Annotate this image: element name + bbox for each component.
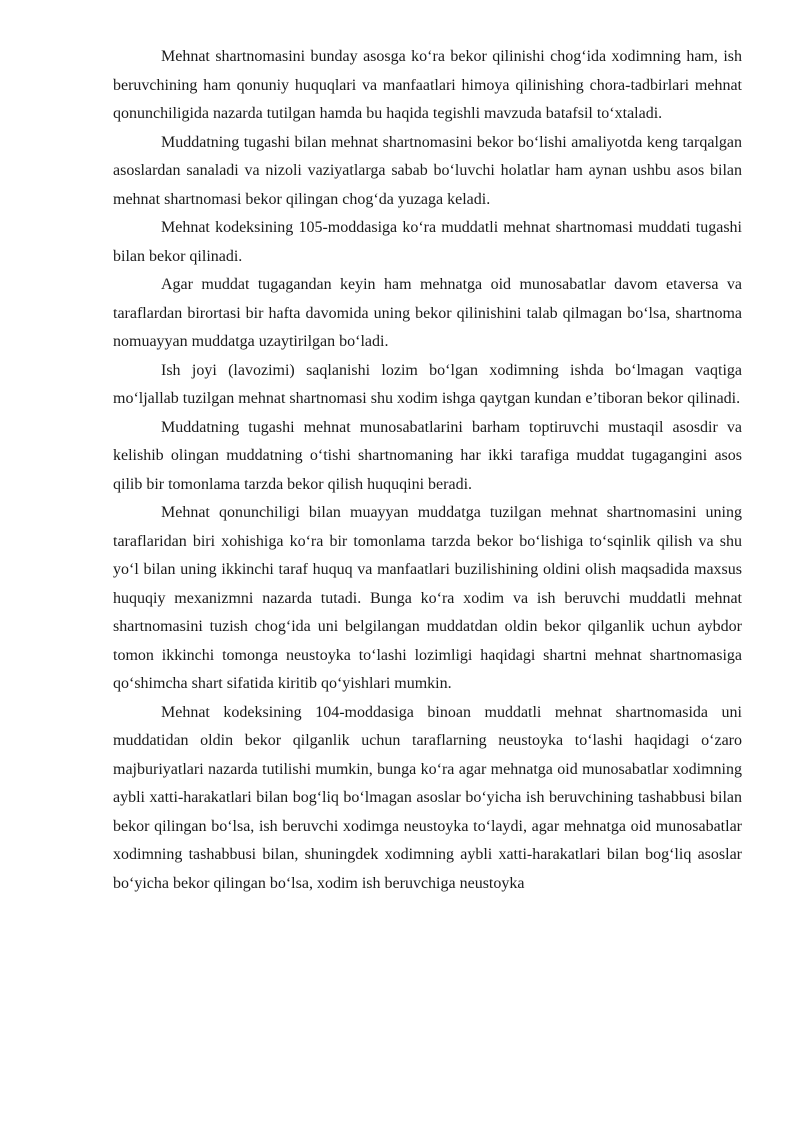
paragraph-3: Mehnat kodeksining 105-moddasiga ko‘ra muddatli mehnat shartnomasi muddati tugashi bilan bekor qilinadi. <box>113 219 742 265</box>
paragraph-7: Mehnat qonunchiligi bilan muayyan muddatga tuzilgan mehnat shartnomasini uning taraflaridan biri xohishiga ko‘ra bir tomonlama tarzda bekor bo‘lishiga to‘sqinlik qilish va shu yo‘l bilan uning ikkinchi taraf huquq va manfaatlari buzilishining oldini olish maqsadida maxsus huquqiy mexanizmni nazarda tutadi. Bunga ko‘ra xodim va ish beruvchi muddatli mehnat shartnomasini tuzish chog‘ida uni belgilangan muddatdan oldin bekor qilganlik uchun aybdor tomon ikkinchi tomonga neustoyka to‘lashi lozimligi haqidagi shartni mehnat shartnomasiga qo‘shimcha shart sifatida kiritib qo‘yishlari mumkin. <box>113 504 742 692</box>
paragraph-5: Ish joyi (lavozimi) saqlanishi lozim bo‘lgan xodimning ishda bo‘lmagan vaqtiga mo‘ljallab tuzilgan mehnat shartnomasi shu xodim ishga qaytgan kundan e’tiboran bekor qilinadi. <box>113 361 742 407</box>
paragraph-4: Agar muddat tugagandan keyin ham mehnatga oid munosabatlar davom etaversa va taraflardan birortasi bir hafta davomida uning bekor qilinishini talab qilmagan bo‘lsa, shartnoma nomuayyan muddatga uzaytirilgan bo‘ladi. <box>113 276 742 350</box>
paragraph-8: Mehnat kodeksining 104-moddasiga binoan muddatli mehnat shartnomasida uni muddatidan oldin bekor qilganlik uchun taraflarning neustoyka to‘lashi haqidagi o‘zaro majburiyatlari nazarda tutilishi mumkin, bunga ko‘ra agar mehnatga oid munosabatlar xodimning aybli xatti-harakatlari bilan bog‘liq bo‘lmagan asoslar bo‘yicha ish beruvchining tashabbusi bilan bekor qilingan bo‘lsa, ish beruvchi xodimga neustoyka to‘laydi, agar mehnatga oid munosabatlar xodimning tashabbusi bilan, shuningdek xodimning aybli xatti-harakatlari bilan bog‘liq asoslar bo‘yicha bekor qilingan bo‘lsa, xodim ish beruvchiga neustoyka <box>113 703 742 892</box>
document-page <box>113 43 742 898</box>
paragraph-2: Muddatning tugashi bilan mehnat shartnomasini bekor bo‘lishi amaliyotda keng tarqalgan asoslardan sanaladi va nizoli vaziyatlarga sabab bo‘luvchi holatlar ham aynan ushbu asos bilan mehnat shartnomasi bekor qilingan chog‘da yuzaga keladi. <box>113 133 742 208</box>
paragraph-1: Mehnat shartnomasini bunday asosga ko‘ra bekor qilinishi chog‘ida xodimning ham, ish beruvchining ham qonuniy huquqlari va manfaatlari himoya qilinishing chora-tadbirlari mehnat qonunchiligida nazarda tutilgan hamda bu haqida tegishli mavzuda batafsil to‘xtaladi. <box>113 48 742 122</box>
paragraph-6: Muddatning tugashi mehnat munosabatlarini barham toptiruvchi mustaqil asosdir va kelishib olingan muddatning o‘tishi shartnomaning har ikki tarafiga muddat tugagangini asos qilib bir tomonlama tarzda bekor qilish huquqini beradi. <box>113 418 742 493</box>
